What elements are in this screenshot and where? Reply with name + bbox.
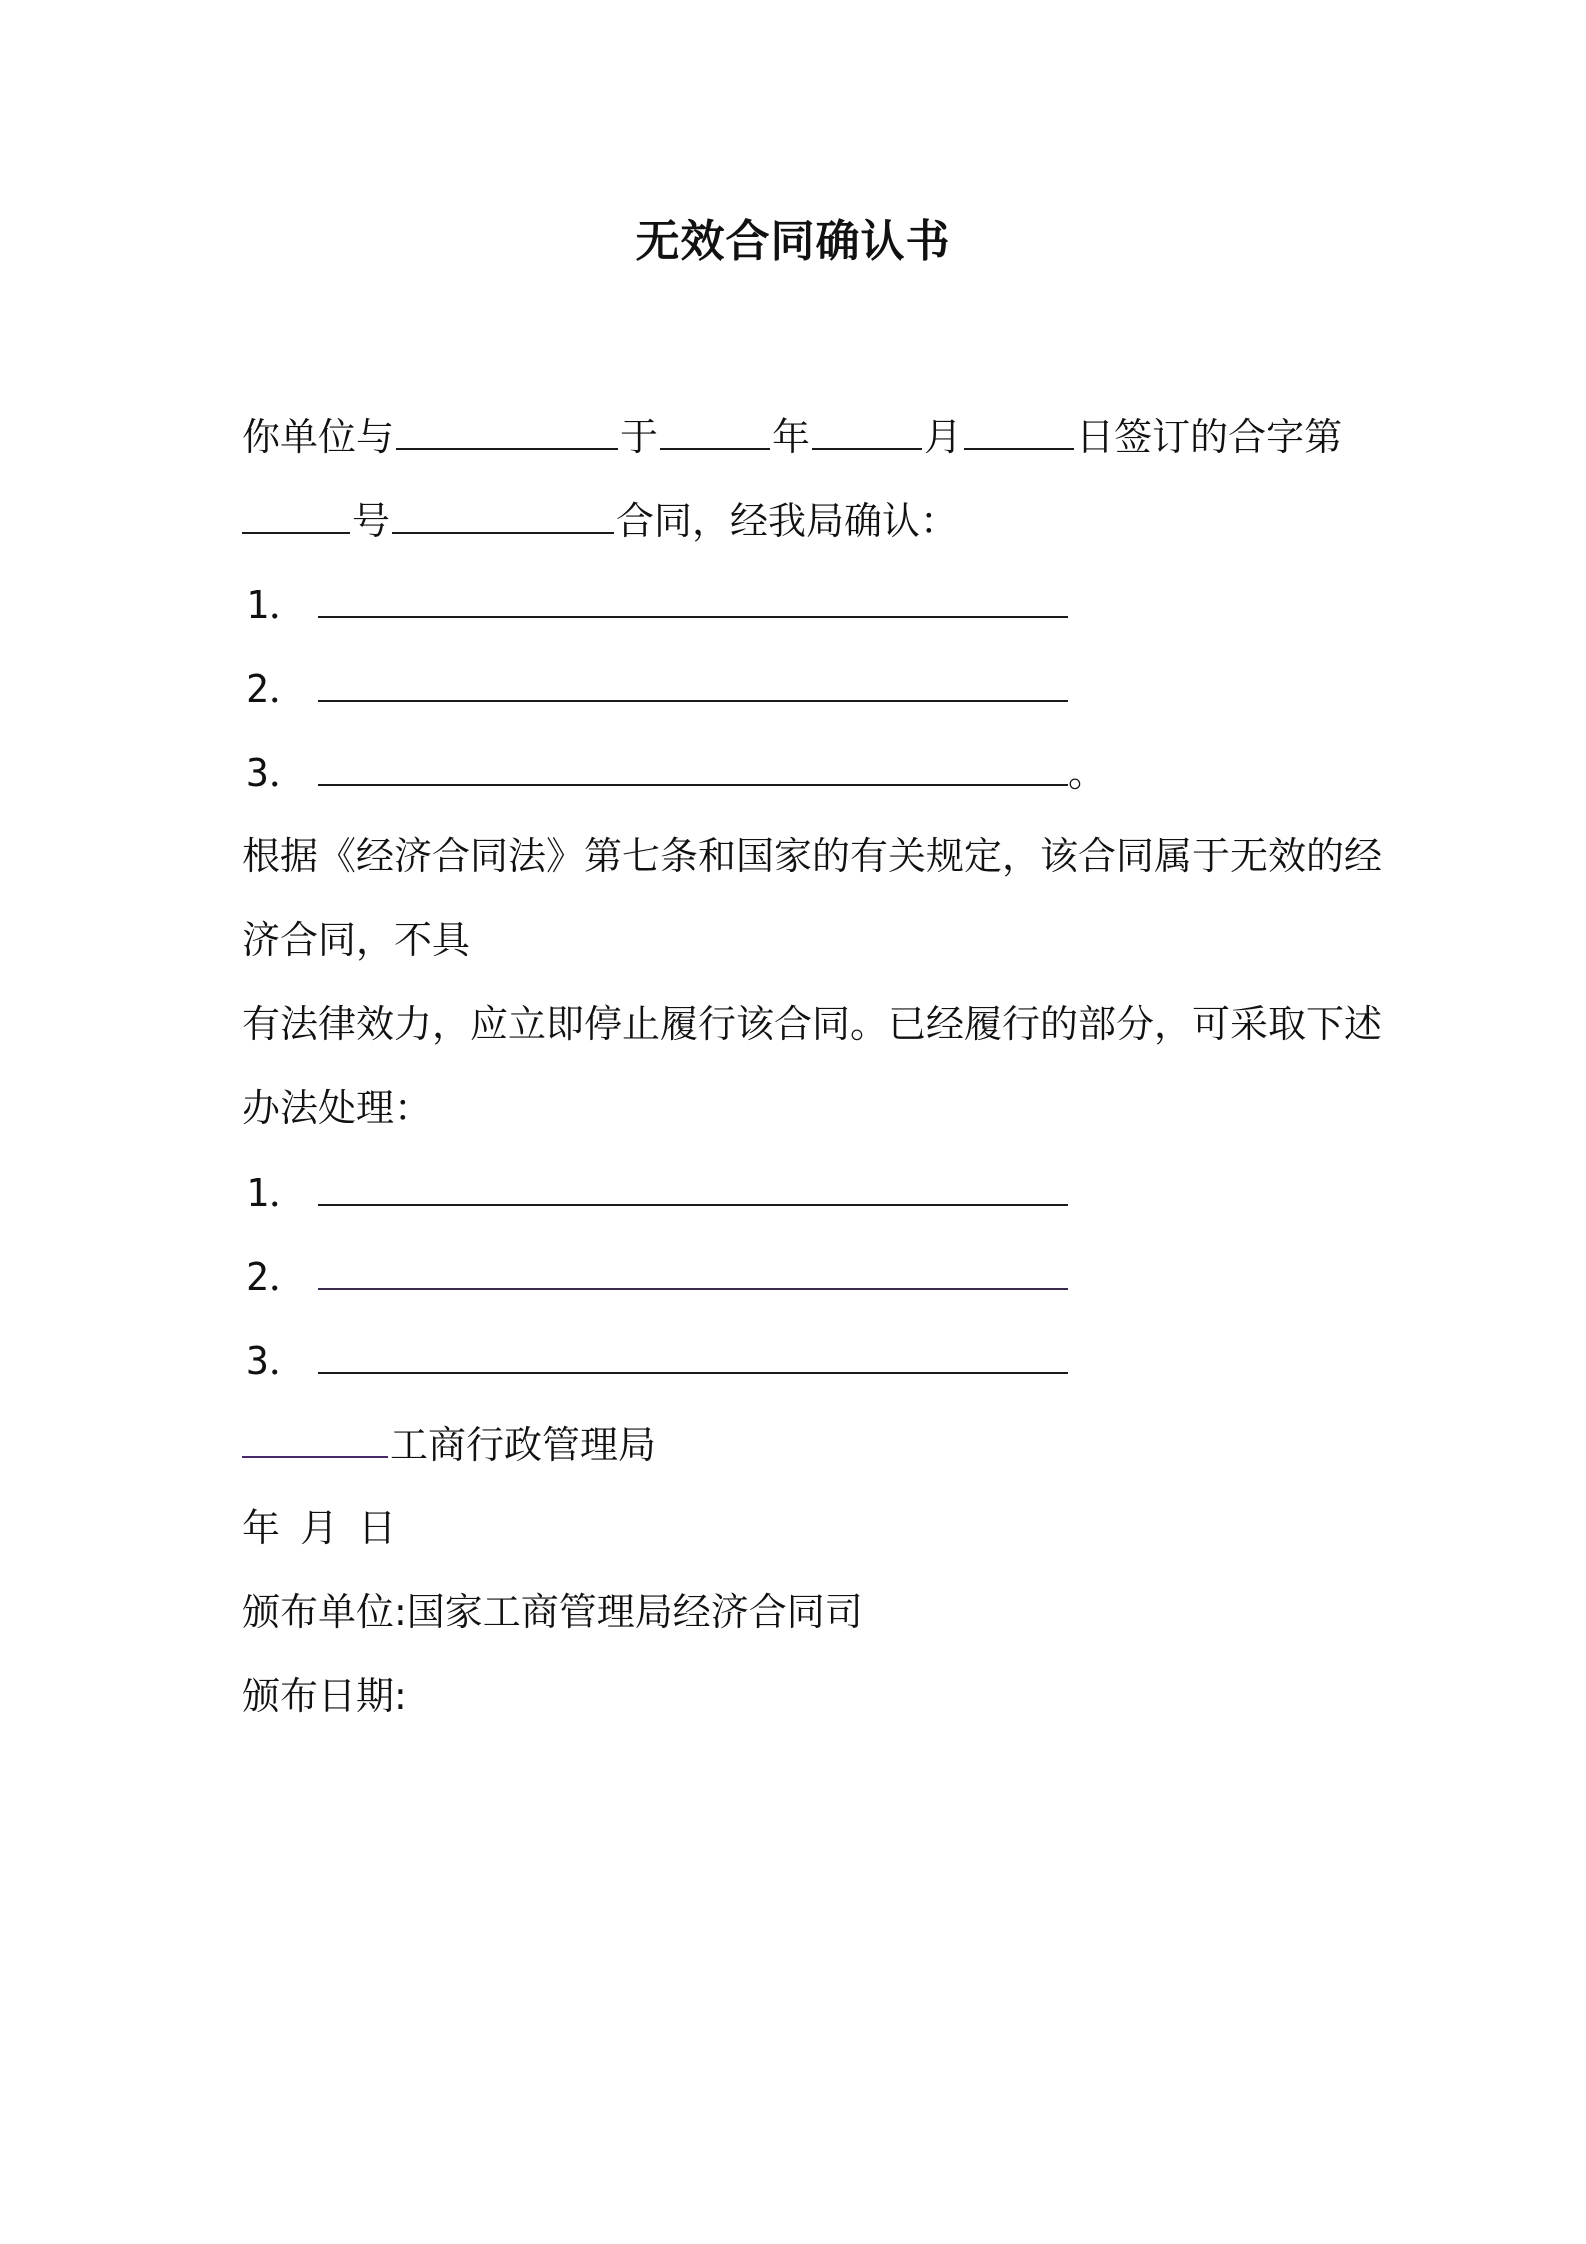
year-blank bbox=[660, 408, 770, 450]
bureau-label: 工商行政管理局 bbox=[390, 1423, 657, 1467]
item-number: 1． bbox=[246, 1171, 307, 1215]
document-title: 无效合同确认书 bbox=[635, 216, 951, 267]
basis-line-2: 济合同，不具 bbox=[242, 918, 471, 962]
intro-line-2 bbox=[242, 492, 958, 548]
intro-text-f: 号 bbox=[352, 499, 391, 543]
item-number: 3． bbox=[246, 751, 307, 795]
item-blank bbox=[318, 1248, 1068, 1290]
item-blank bbox=[318, 1332, 1068, 1374]
contract-number-blank bbox=[242, 492, 350, 534]
intro-text-c: 年 bbox=[772, 415, 811, 459]
item-end-mark: 。 bbox=[1068, 751, 1107, 795]
issue-date-line: 颁布日期: bbox=[242, 1674, 407, 1718]
confirm-item-3 bbox=[242, 744, 1106, 800]
item-number: 2． bbox=[246, 1255, 307, 1299]
bureau-blank bbox=[242, 1416, 388, 1458]
basis-line-4: 办法处理： bbox=[242, 1086, 433, 1130]
item-blank bbox=[318, 1164, 1068, 1206]
intro-line-1 bbox=[242, 408, 1342, 464]
month-blank bbox=[812, 408, 922, 450]
basis-line-1: 根据《经济合同法》第七条和国家的有关规定，该合同属于无效的经 bbox=[242, 834, 1383, 878]
intro-text-g: 合同，经我局确认： bbox=[616, 499, 959, 543]
intro-text-a: 你单位与 bbox=[242, 415, 395, 459]
item-number: 3． bbox=[246, 1339, 307, 1383]
handle-item-2 bbox=[242, 1248, 1068, 1304]
item-blank bbox=[318, 660, 1068, 702]
confirm-item-2 bbox=[242, 660, 1068, 716]
issuer-line: 颁布单位:国家工商管理局经济合同司 bbox=[242, 1590, 863, 1634]
intro-text-d: 月 bbox=[924, 415, 963, 459]
signature-bureau bbox=[242, 1416, 656, 1472]
signature-date: 年 月 日 bbox=[242, 1506, 397, 1550]
item-blank bbox=[318, 576, 1068, 618]
intro-text-e: 日签订的合字第 bbox=[1076, 415, 1343, 459]
confirm-item-1 bbox=[242, 576, 1068, 632]
party-blank bbox=[396, 408, 618, 450]
basis-line-3: 有法律效力，应立即停止履行该合同。已经履行的部分，可采取下述 bbox=[242, 1002, 1383, 1046]
item-blank bbox=[318, 744, 1068, 786]
intro-text-b: 于 bbox=[620, 415, 659, 459]
handle-item-3 bbox=[242, 1332, 1068, 1388]
day-blank bbox=[964, 408, 1074, 450]
item-number: 2． bbox=[246, 667, 307, 711]
contract-name-blank bbox=[392, 492, 614, 534]
handle-item-1 bbox=[242, 1164, 1068, 1220]
item-number: 1． bbox=[246, 583, 307, 627]
